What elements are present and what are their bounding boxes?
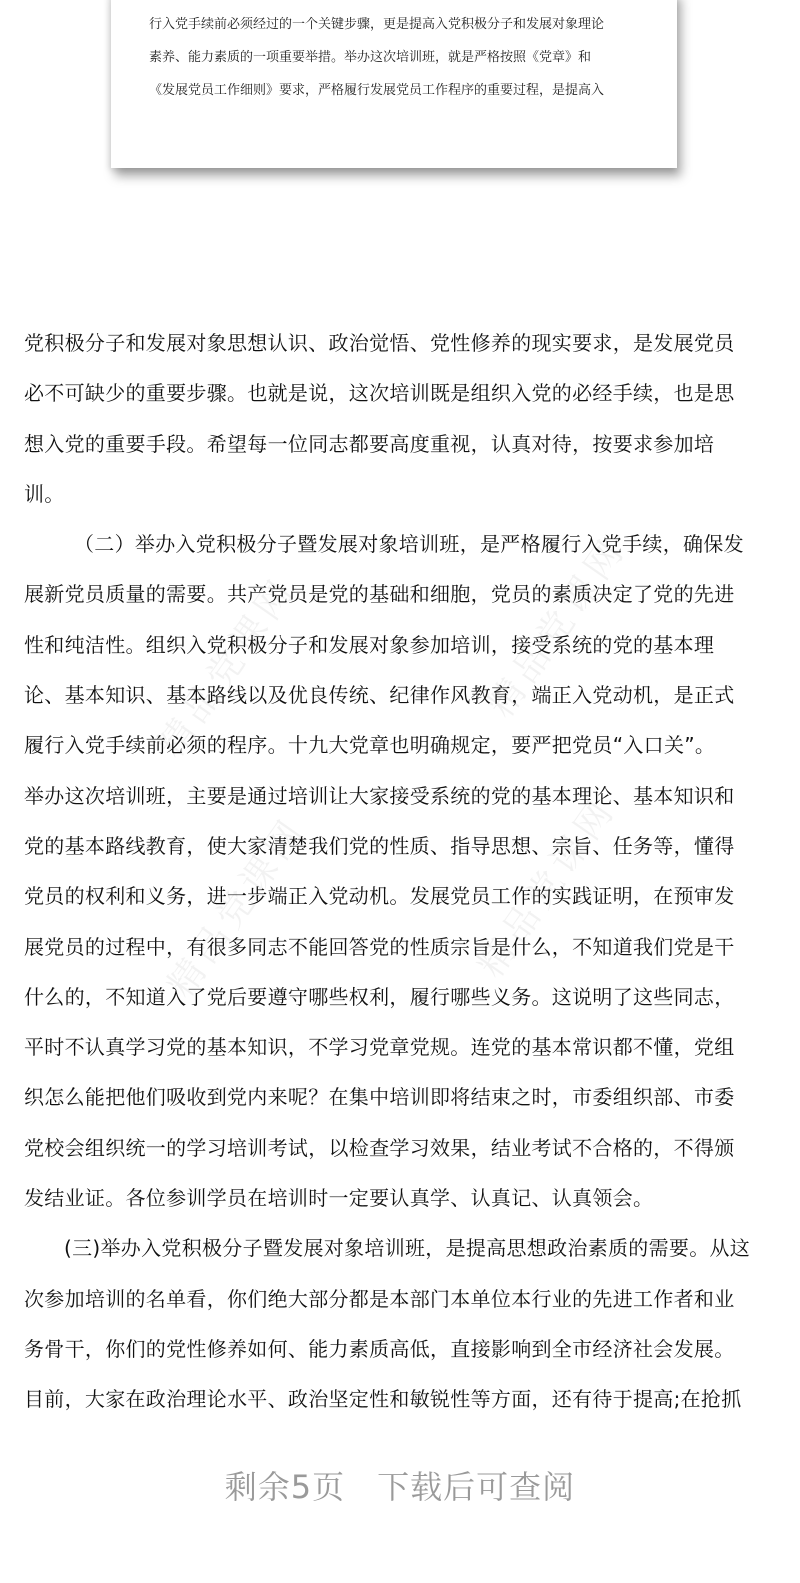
paragraph-line: 党校会组织统一的学习培训考试，以检查学习效果，结业考试不合格的，不得颁 bbox=[24, 1135, 735, 1160]
paragraph-line: 什么的，不知道入了党后要遵守哪些权利，履行哪些义务。这说明了这些同志， bbox=[24, 984, 735, 1009]
paragraph-line: 平时不认真学习党的基本知识，不学习党章党规。连党的基本常识都不懂，党组 bbox=[24, 1035, 735, 1060]
paragraph-line: 性和纯洁性。组织入党积极分子和发展对象参加培训，接受系统的党的基本理 bbox=[24, 632, 715, 657]
watermark: 精品党课网 bbox=[160, 809, 315, 1005]
paragraph-line: 发结业证。各位参训学员在培训时一定要认真学、认真记、认真领会。 bbox=[24, 1186, 654, 1211]
preview-line: 素养、能力素质的一项重要举措。举办这次培训班，就是严格按照《党章》和 bbox=[149, 50, 592, 65]
document-page-preview-card bbox=[111, 0, 677, 168]
paragraph-line: 举办这次培训班，主要是通过培训让大家接受系统的党的基本理论、基本知识和 bbox=[24, 783, 735, 808]
download-prompt[interactable] bbox=[0, 1462, 800, 1508]
paragraph-line: 目前，大家在政治理论水平、政治坚定性和敏锐性等方面，还有待于提高;在抢抓 bbox=[24, 1387, 742, 1412]
paragraph-line: 织怎么能把他们吸收到党内来呢？在集中培训即将结束之时，市委组织部、市委 bbox=[24, 1085, 735, 1110]
preview-line: 行入党手续前必须经过的一个关键步骤，更是提高入党积极分子和发展对象理论 bbox=[149, 17, 605, 32]
paragraph-line: 展党员的过程中，有很多同志不能回答党的性质宗旨是什么，不知道我们党是干 bbox=[24, 934, 735, 959]
download-hint-label: 下载后可查阅 bbox=[377, 1468, 576, 1506]
preview-card-text bbox=[149, 8, 649, 107]
paragraph-line: 次参加培训的名单看，你们绝大部分都是本部门本单位本行业的先进工作者和业 bbox=[24, 1286, 735, 1311]
preview-line: 《发展党员工作细则》要求，严格履行发展党员工作程序的重要过程，是提高入 bbox=[149, 83, 605, 98]
paragraph-line: 必不可缺少的重要步骤。也就是说，这次培训既是组织入党的必经手续，也是思 bbox=[24, 381, 735, 406]
document-body bbox=[24, 318, 784, 1425]
paragraph-line: 履行入党手续前必须的程序。十九大党章也明确规定，要严把党员“入口关”。 bbox=[24, 733, 716, 758]
paragraph-line: 训。 bbox=[24, 481, 65, 506]
paragraph-line: 党员的权利和义务，进一步端正入党动机。发展党员工作的实践证明，在预审发 bbox=[24, 884, 735, 909]
paragraph-line: 想入党的重要手段。希望每一位同志都要高度重视，认真对待，按要求参加培 bbox=[24, 431, 715, 456]
watermark: 精品党课网 bbox=[150, 569, 305, 765]
watermark: 精品党课网 bbox=[470, 789, 625, 985]
paragraph-line: 展新党员质量的需要。共产党员是党的基础和细胞，党员的素质决定了党的先进 bbox=[24, 582, 735, 607]
paragraph-line: 党的基本路线教育，使大家清楚我们党的性质、指导思想、宗旨、任务等，懂得 bbox=[24, 833, 735, 858]
section-heading-line: (三)举办入党积极分子暨发展对象培训班，是提高思想政治素质的需要。从这 bbox=[64, 1236, 751, 1261]
paragraph-line: 论、基本知识、基本路线以及优良传统、纪律作风教育，端正入党动机，是正式 bbox=[24, 683, 735, 708]
paragraph-line: 务骨干，你们的党性修养如何、能力素质高低，直接影响到全市经济社会发展。 bbox=[24, 1336, 735, 1361]
paragraph-line: 党积极分子和发展对象思想认识、政治觉悟、党性修养的现实要求，是发展党员 bbox=[24, 331, 735, 355]
section-heading-line: （二）举办入党积极分子暨发展对象培训班，是严格履行入党手续，确保发 bbox=[74, 532, 744, 557]
watermark: 精品党课网 bbox=[480, 529, 635, 725]
remaining-pages-label: 剩余5页 bbox=[224, 1468, 346, 1506]
